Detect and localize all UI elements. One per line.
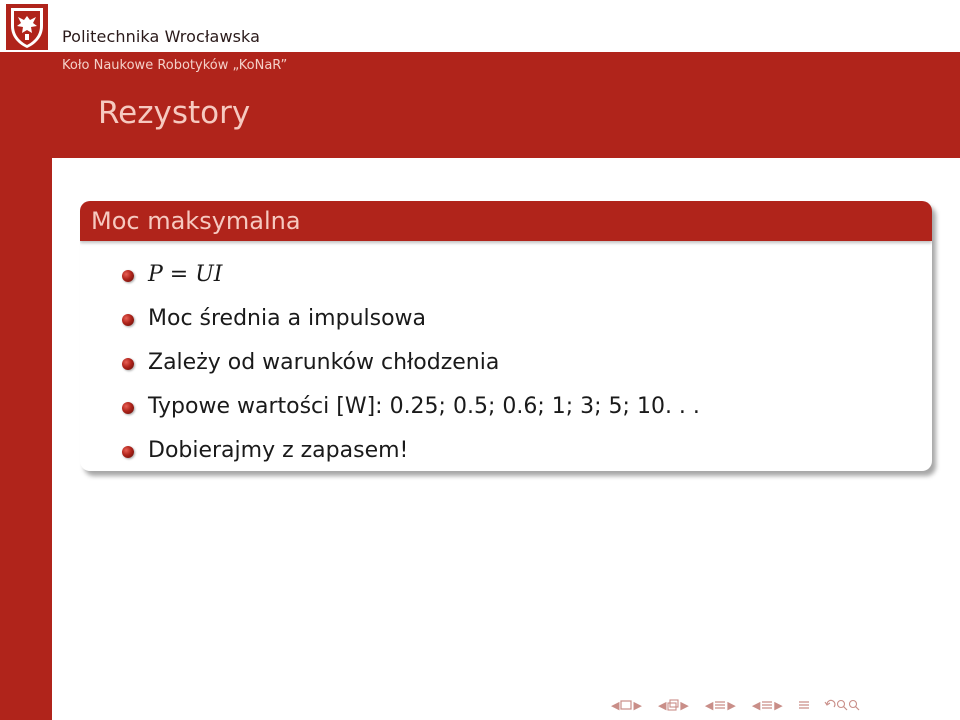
nav-search-group [824, 699, 860, 711]
outline-icon[interactable] [798, 699, 810, 711]
left-sidebar-bar [0, 52, 52, 720]
list-item-text: Moc średnia a impulsowa [148, 306, 427, 331]
list-item [80, 297, 932, 341]
slide-title: Rezystory [98, 95, 251, 131]
section-icon[interactable] [714, 699, 726, 711]
bullet-icon [122, 358, 134, 370]
formula: P = UI [148, 262, 223, 287]
bullet-icon [122, 402, 134, 414]
list-item [80, 385, 932, 429]
list-item [80, 341, 932, 385]
list-item-text: Zależy od warunków chłodzenia [148, 350, 500, 375]
block-header [80, 201, 932, 241]
club-name: Koło Naukowe Robotyków „KoNaR” [62, 58, 288, 73]
university-logo-icon [6, 4, 48, 50]
nav-outline-group [798, 699, 810, 711]
prev-section-icon[interactable]: ◀ [704, 698, 714, 712]
next-section-icon[interactable]: ▶ [727, 698, 736, 712]
subsection-icon[interactable] [667, 699, 679, 711]
nav-section-group [704, 699, 737, 712]
slide-icon[interactable] [761, 699, 773, 711]
list-item-text: Dobierajmy z zapasem! [148, 438, 409, 463]
bullet-icon [122, 270, 134, 282]
frame-icon[interactable] [620, 699, 632, 711]
list-item-text: Typowe wartości [W]: 0.25; 0.5; 0.6; 1; 3; 5; 10. . . [148, 394, 700, 419]
block-body [80, 241, 932, 471]
nav-slide-group [751, 699, 784, 712]
bullet-icon [122, 314, 134, 326]
search-icon[interactable] [848, 699, 860, 711]
block-title: Moc maksymalna [91, 207, 301, 235]
bullet-icon [122, 446, 134, 458]
beamer-navigation [610, 697, 955, 713]
prev-subsection-icon[interactable]: ◀ [657, 698, 667, 712]
next-frame-icon[interactable]: ▶ [633, 698, 642, 712]
next-slide-icon[interactable]: ▶ [774, 698, 783, 712]
nav-subsection-group [657, 699, 690, 712]
list-item [80, 429, 932, 471]
list-item [80, 253, 932, 297]
prev-slide-icon[interactable]: ◀ [751, 698, 761, 712]
undo-icon[interactable] [824, 699, 836, 711]
content-block [80, 201, 932, 471]
nav-frame-group [610, 699, 643, 712]
prev-frame-icon[interactable]: ◀ [611, 698, 620, 712]
next-subsection-icon[interactable]: ▶ [680, 698, 689, 712]
search-icon[interactable] [836, 699, 848, 711]
university-name: Politechnika Wrocławska [62, 27, 261, 46]
